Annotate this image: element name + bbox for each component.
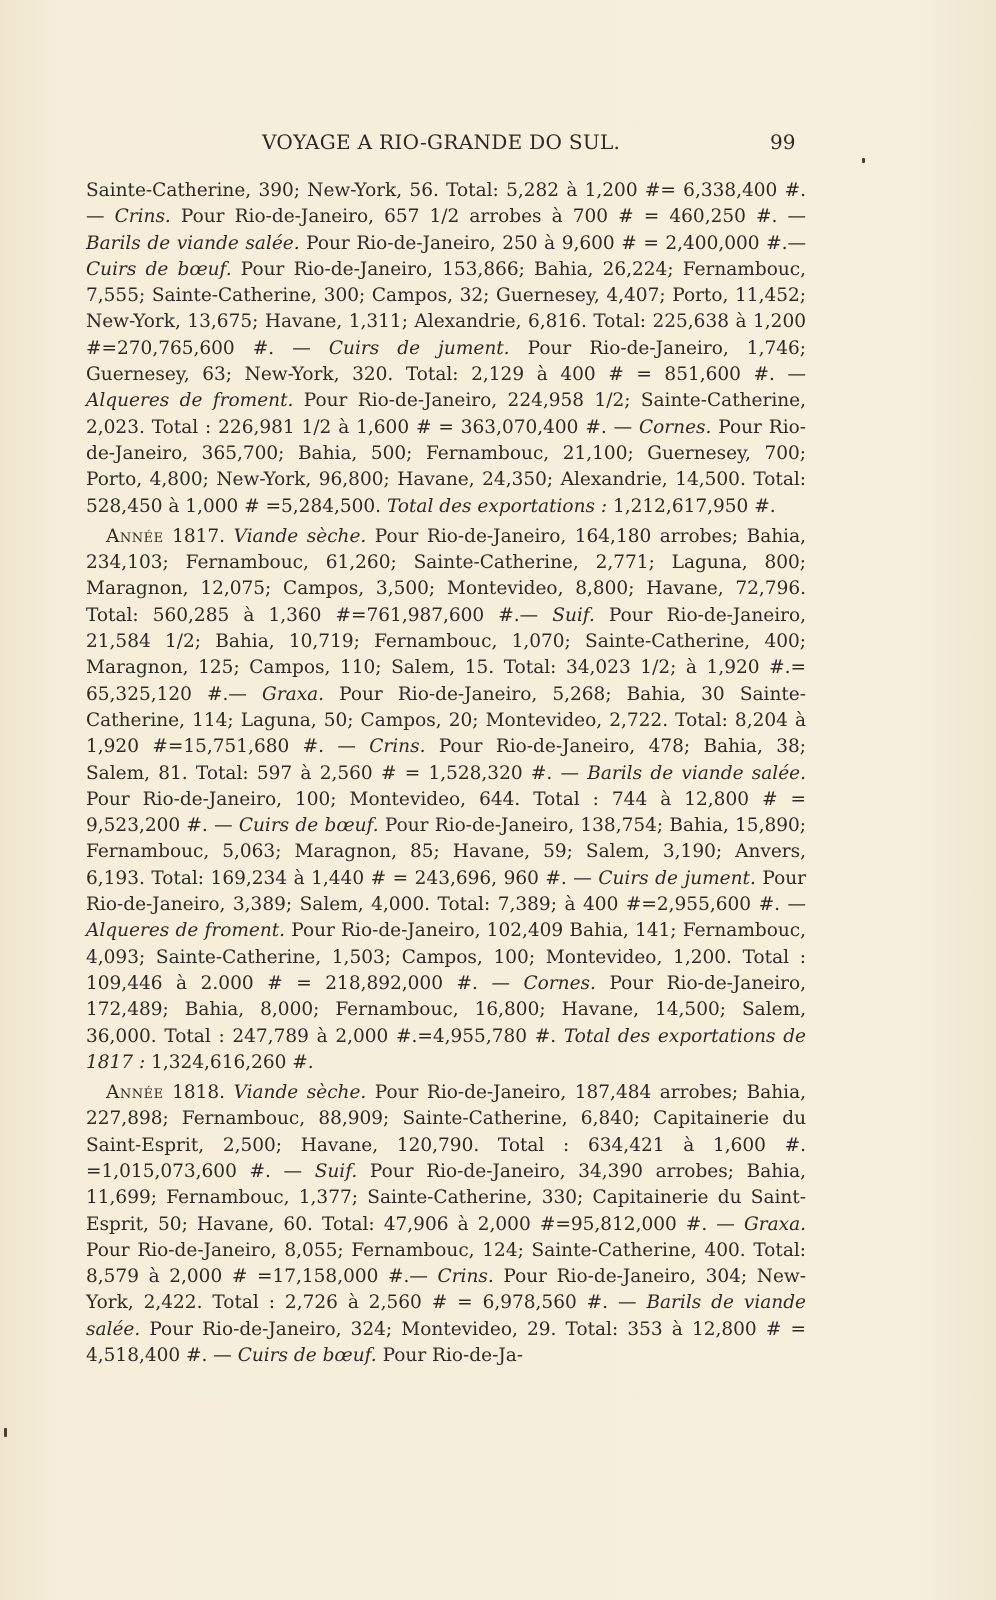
paper-speck [4, 1428, 7, 1437]
running-header: VOYAGE A RIO-GRANDE DO SUL. [262, 130, 621, 154]
text-run: Pour Rio-de-Janeiro, 21,584 1/2; Bahia, 10,719; Fernambouc, 1,070; Sainte-Catherine, 400; Maragnon, 125; Campos, 110; Salem, 15. Total: 34,023 1/2; à 1,920 #.= 65,325,120 #.— [86, 604, 806, 705]
commodity-heading: Cuirs de bœuf. [238, 815, 379, 837]
text-run: Pour Rio-de-Janeiro, 8,055; Fernambouc, 124; Sainte-Catherine, 400. Total: 8,579 à 2,000 # =17,158,000 #.— [86, 1239, 806, 1288]
commodity-heading: Graxa. [744, 1213, 806, 1235]
text-run: 1818. [163, 1082, 234, 1104]
text-run: Pour Rio-de-Janeiro, 657 1/2 arrobes à 700 # = 460,250 #. — [170, 206, 806, 228]
commodity-heading: Crins. [369, 736, 426, 758]
text-run: 1,324,616,260 #. [145, 1051, 314, 1073]
text-run: Pour Rio-de-Janeiro, 324; Montevideo, 29. Total: 353 à 12,800 # = 4,518,400 #. — [86, 1318, 806, 1367]
text-run: Pour Rio-de-Janeiro, 153,866; Bahia, 26,224; Fernambouc, 7,555; Sainte-Catherine, 300; Campos, 32; Guernesey, 4,407; Porto, 11,452; New-York, 13,675; Havane, 1,311; Alexandrie, 6,816. Total: 225,638 à 1,200 #=270,765,600 #. — [86, 258, 806, 359]
total-label: Total des exportations de 1817 : [86, 1025, 806, 1073]
commodity-heading: Viande sèche. [233, 525, 367, 547]
commodity-heading: Crins. [437, 1266, 494, 1288]
text-run: Pour Rio-de-Janeiro, 34,390 arrobes; Bahia, 11,699; Fernambouc, 1,377; Sainte-Catherine, 330; Capitainerie du Saint-Esprit, 50; Havane, 60. Total: 47,906 à 2,000 #=95,812,000 #. — [86, 1160, 806, 1235]
commodity-heading: Barils de viande salée. [587, 762, 806, 784]
text-run: Pour Rio-de-Janeiro, 5,268; Bahia, 30 Sainte-Catherine, 114; Laguna, 50; Campos, 20; Montevideo, 2,722. Total: 8,204 à 1,920 #=15,751,680 #. — [86, 683, 806, 758]
paragraph-year-1817 [86, 524, 806, 1076]
page-number: 99 [770, 130, 796, 154]
text-run: 1817. [163, 525, 234, 547]
total-label: Total des exportations : [386, 495, 608, 517]
paragraph-continuation [86, 178, 806, 520]
text-run: Pour Rio-de-Janeiro, 365,700; Bahia, 500; Fernambouc, 21,100; Guernesey, 700; Porto, 4,800; New-York, 96,800; Havane, 24,350; Alexandrie, 14,500. Total: 528,450 à 1,000 # =5,284,500. [86, 416, 806, 517]
commodity-heading: Cornes. [639, 416, 712, 438]
commodity-heading: Alqueres de froment. [86, 920, 286, 942]
commodity-heading: Viande sèche. [233, 1082, 367, 1104]
commodity-heading: Crins. [114, 206, 171, 228]
paragraph-year-1818 [86, 1080, 806, 1369]
text-run: Pour Rio-de-Janeiro, 102,409 Bahia, 141; Fernambouc, 4,093; Sainte-Catherine, 1,503; Campos, 100; Montevideo, 1,200. Total : 109,446 à 2.000 # = 218,892,000 #. — [86, 920, 806, 994]
commodity-heading: Barils de viande salée. [86, 1292, 807, 1340]
text-run: Pour Rio-de-Janeiro, 250 à 9,600 # = 2,400,000 #.— [299, 232, 806, 254]
commodity-heading: Alqueres de froment. [86, 390, 294, 412]
text-run: Pour Rio-de-Janeiro, 164,180 arrobes; Bahia, 234,103; Fernambouc, 61,260; Sainte-Catherine, 2,771; Laguna, 800; Maragnon, 12,075; Campos, 3,500; Montevideo, 8,800; Havane, 72,796. Total: 560,285 à 1,360 #=761,987,600 #.— [86, 525, 806, 626]
text-run: 1,212,617,950 #. [607, 495, 776, 517]
text-run: Pour Rio-de-Janeiro, 224,958 1/2; Sainte-Catherine, 2,023. Total : 226,981 1/2 à 1,600 # = 363,070,400 #. — [86, 390, 806, 438]
text-run: Pour Rio-de-Janeiro, 3,389; Salem, 4,000. Total: 7,389; à 400 #=2,955,600 #. — [86, 867, 806, 916]
commodity-heading: Cuirs de bœuf. [237, 1345, 377, 1367]
commodity-heading: Suif. [314, 1160, 358, 1182]
commodity-heading: Cuirs de jument. [598, 867, 756, 889]
commodity-heading: Graxa. [262, 683, 325, 705]
paper-speck [862, 158, 865, 163]
text-run: Pour Rio-de-Ja- [376, 1345, 524, 1367]
year-label: Année [106, 1082, 164, 1104]
commodity-heading: Suif. [552, 604, 595, 626]
text-run: Pour Rio-de-Janeiro, 304; New-York, 2,422. Total : 2,726 à 2,560 # = 6,978,560 #. — [86, 1266, 807, 1314]
commodity-heading: Cuirs de bœuf. [86, 258, 232, 280]
text-run: Pour Rio-de-Janeiro, 478; Bahia, 38; Salem, 81. Total: 597 à 2,560 # = 1,528,320 #. — [86, 736, 806, 784]
commodity-heading: Barils de viande salée. [86, 232, 300, 254]
text-run: Pour Rio-de-Janeiro, 187,484 arrobes; Bahia, 227,898; Fernambouc, 88,909; Sainte-Catherine, 6,840; Capitainerie du Saint-Esprit, 2,500; Havane, 120,790. Total : 634,421 à 1,600 #. =1,015,073,600 #. — [86, 1082, 806, 1182]
commodity-heading: Cornes. [523, 972, 596, 994]
text-run: Sainte-Catherine, 390; New-York, 56. Total: 5,282 à 1,200 #= 6,338,400 #. — [86, 180, 806, 228]
text-run: Pour Rio-de-Janeiro, 1,746; Guernesey, 63; New-York, 320. Total: 2,129 à 400 # = 851,600 #. — [86, 337, 807, 386]
text-run: Pour Rio-de-Janeiro, 100; Montevideo, 644. Total : 744 à 12,800 # = 9,523,200 #. — [86, 788, 806, 837]
commodity-heading: Cuirs de jument. [328, 337, 510, 359]
body-text [86, 178, 806, 1369]
text-run: Pour Rio-de-Janeiro, 172,489; Bahia, 8,000; Fernambouc, 16,800; Havane, 14,500; Salem, 36,000. Total : 247,789 à 2,000 #.=4,955,780 #. [86, 972, 806, 1047]
text-run: Pour Rio-de-Janeiro, 138,754; Bahia, 15,890; Fernambouc, 5,063; Maragnon, 85; Havane, 59; Salem, 3,190; Anvers, 6,193. Total: 169,234 à 1,440 # = 243,696, 960 #. — [86, 815, 806, 889]
year-label: Année [106, 525, 164, 547]
